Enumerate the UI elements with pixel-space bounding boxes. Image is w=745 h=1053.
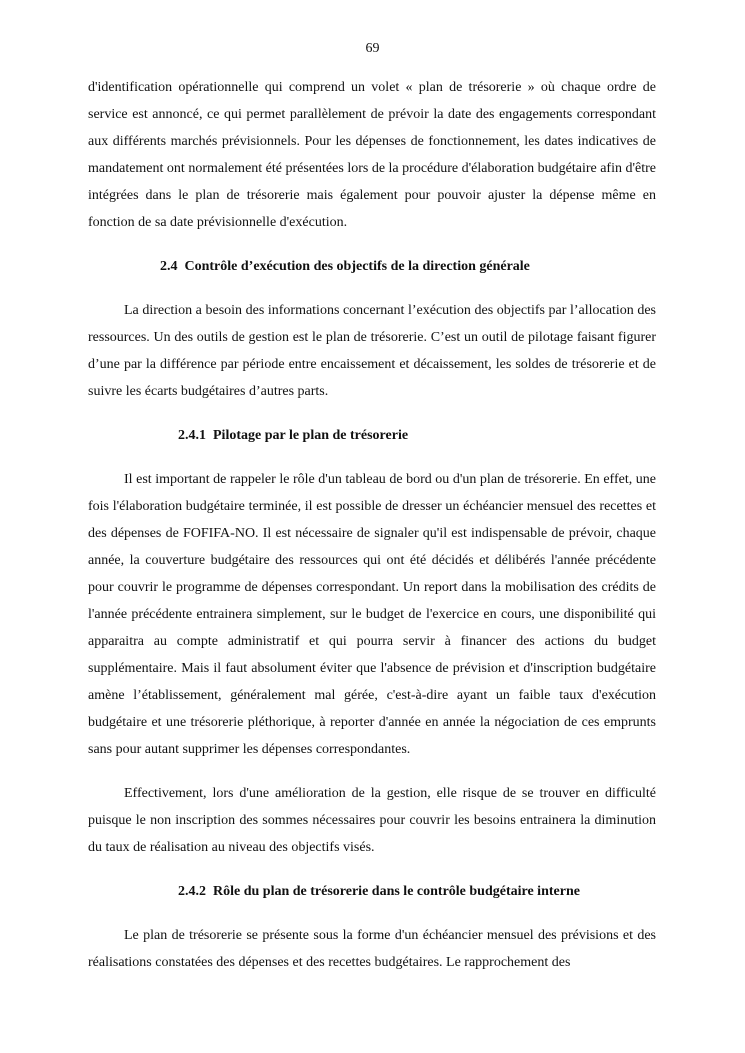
subsection-number: 2.4.1 (178, 428, 206, 443)
spacer (88, 449, 656, 466)
paragraph-plan-tresorerie: Le plan de trésorerie se présente sous la forme d'un échéancier mensuel des prévisions et des réalisations constatées des dépenses et des recettes budgétaires. Le rapprochement des (88, 928, 656, 970)
paragraph-continuation: d'identification opérationnelle qui comprend un volet « plan de trésorerie » où chaque ordre de service est annoncé, ce qui permet parallèlement de prévoir la date des engagements correspondant aux différents marchés prévisionnels. Pour les dépenses de fonctionnement, les dates indicatives de mandatement ont normalement été présentées lors de la procédure d'élaboration budgétaire afin d'être intégrées dans le plan de trésorerie mais également pour pouvoir ajuster la dépense même en fonction de sa date prévisionnelle d'exécution. (88, 80, 656, 230)
paragraph-amelioration: Effectivement, lors d'une amélioration de la gestion, elle risque de se trouver en difficulté puisque le non inscription des sommes nécessaires pour couvrir les besoins entrainera la diminution du taux de réalisation au niveau des objectifs visés. (88, 786, 656, 855)
section-number: 2.4 (160, 259, 178, 274)
spacer (88, 280, 656, 297)
subsection-heading-2-4-1 (88, 422, 656, 449)
paragraph-direction: La direction a besoin des informations concernant l’exécution des objectifs par l’allocation des ressources. Un des outils de gestion est le plan de trésorerie. C’est un outil de pilotage faisant figurer d’une par la différence par période entre encaissement et décaissement, les soldes de trésorerie et de suivre les écarts budgétaires d’autres parts. (88, 303, 656, 399)
spacer (88, 861, 656, 878)
spacer (88, 905, 656, 922)
subsection-heading-2-4-2 (88, 878, 656, 905)
paragraph-tableau-de-bord: Il est important de rappeler le rôle d'un tableau de bord ou d'un plan de trésorerie. En effet, une fois l'élaboration budgétaire terminée, il est possible de dresser un échéancier mensuel des recettes et des dépenses de FOFIFA-NO. Il est nécessaire de signaler qu'il est indispensable de prévoir, chaque année, la couverture budgétaire des ressources qui ont été décidés et délibérés l'année précédente pour couvrir le programme de dépenses correspondant. Un report dans la mobilisation des crédits de l'année précédente entrainera simplement, sur le budget de l'exercice en cours, une disponibilité qui apparaitra au compte administratif et qui pourra servir à financer des actions du budget supplémentaire. Mais il faut absolument éviter que l'absence de prévision et d'inscription budgétaire amène l’établissement, généralement mal gérée, c'est-à-dire ayant un faible taux d'exécution budgétaire et une trésorerie pléthorique, à reporter d'année en année la négociation de ces emprunts sans pour autant supprimer les dépenses correspondantes. (88, 472, 656, 757)
subsection-number: 2.4.2 (178, 884, 206, 899)
spacer (88, 763, 656, 780)
section-title: Contrôle d’exécution des objectifs de la direction générale (184, 259, 530, 274)
page-body (88, 74, 656, 976)
page-number: 69 (365, 41, 380, 56)
spacer (88, 236, 656, 253)
section-heading-2-4 (88, 253, 656, 280)
spacer (88, 405, 656, 422)
subsection-title: Rôle du plan de trésorerie dans le contrôle budgétaire interne (213, 884, 580, 899)
subsection-title: Pilotage par le plan de trésorerie (213, 428, 409, 443)
